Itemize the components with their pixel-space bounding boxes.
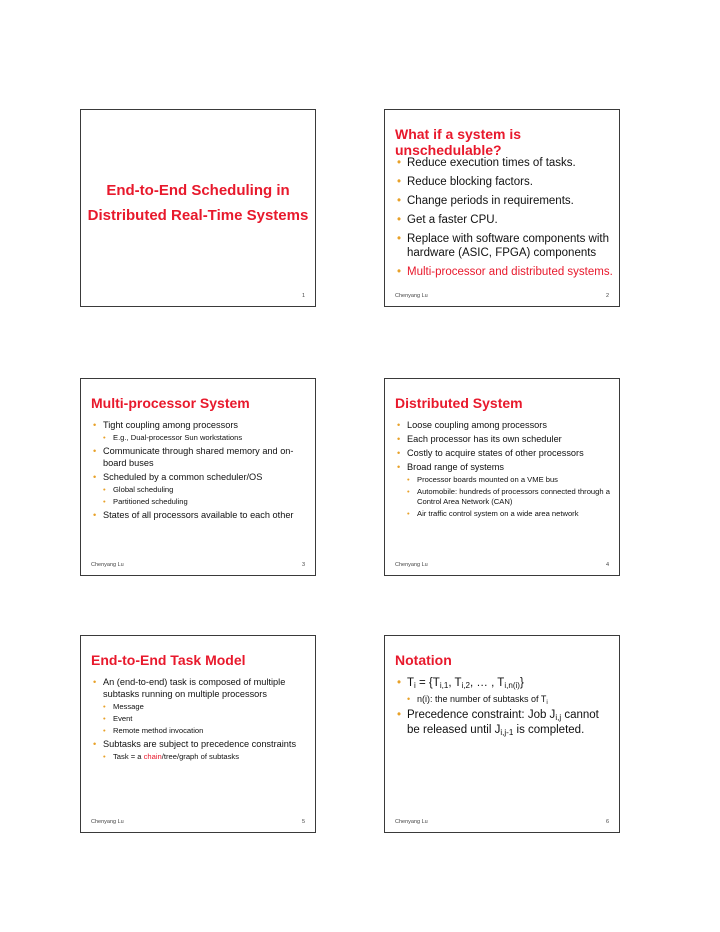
slide-title: What if a system is unschedulable? [395,126,522,158]
sub-bullet-item: • E.g., Dual-processor Sun workstations [93,433,309,443]
bullet-list [93,676,309,764]
slide-number: 4 [605,562,609,568]
sub-bullet-item: • n(i): the number of subtasks of $T_i$ [397,693,613,705]
slide-title: End-to-End Task Model [91,652,246,668]
bullet-item: • Each processor has its own scheduler [397,433,613,445]
bullet-list [93,419,309,523]
slide-5 [80,635,316,833]
slide-title: Multi-processor System [91,395,250,411]
bullet-item: • Broad range of systems [397,461,613,473]
slide-number: 2 [605,293,609,299]
slide-author: Chenyang Lu [395,293,428,299]
slide-number: 5 [301,819,305,825]
slide-author: Chenyang Lu [91,562,124,568]
sub-bullet-item: • Event [93,714,309,724]
slide-title: Distributed System [395,395,523,411]
bullet-item: • $T_i = \{T_{i,1}$, $T_{i,2}$, … , $T_{i,n(i)}$} [397,676,613,691]
bullet-item: • An (end-to-end) task is composed of multiple subtasks running on multiple processors [93,676,309,700]
slide-2 [384,109,620,307]
sub-bullet-item: • Message [93,702,309,712]
bullet-item: • Get a faster CPU. [397,213,613,227]
slide-1 [80,109,316,307]
sub-bullet-item: • Global scheduling [93,485,309,495]
bullet-item: • Change periods in requirements. [397,194,613,208]
sub-bullet-item: • Partitioned scheduling [93,497,309,507]
slide-number: 6 [605,819,609,825]
sub-bullet-item: • Automobile: hundreds of processors connected through a Control Area Network (CAN) [397,487,613,507]
slide-title: End-to-End Scheduling in Distributed Real-Time Systems [87,182,309,224]
bullet-item: • Costly to acquire states of other processors [397,447,613,459]
bullet-item: • Replace with software components with hardware (ASIC, FPGA) components [397,232,613,260]
bullet-item: • Multi-processor and distributed systems. [397,265,613,279]
bullet-item: • Tight coupling among processors [93,419,309,431]
bullet-item: • States of all processors available to each other [93,509,309,521]
slide-6 [384,635,620,833]
bullet-list [397,676,613,738]
bullet-item: • Communicate through shared memory and on-board buses [93,445,309,469]
bullet-item: • Reduce blocking factors. [397,175,613,189]
slide-author: Chenyang Lu [395,819,428,825]
bullet-item: • Reduce execution times of tasks. [397,156,613,170]
slide-3 [80,378,316,576]
slide-number: 3 [301,562,305,568]
sub-bullet-item: • Task = a chain/tree/graph of subtasks [93,752,309,762]
bullet-item: • Loose coupling among processors [397,419,613,431]
sub-bullet-item: • Air traffic control system on a wide area network [397,509,613,519]
bullet-list [397,156,613,284]
bullet-item: • Subtasks are subject to precedence constraints [93,738,309,750]
slide-number: 1 [301,293,305,299]
bullet-item: • Scheduled by a common scheduler/OS [93,471,309,483]
slide-title: Notation [395,652,452,668]
sub-bullet-item: • Remote method invocation [93,726,309,736]
slide-4 [384,378,620,576]
slide-author: Chenyang Lu [91,819,124,825]
bullet-item: • Precedence constraint: Job $J_{i,j}$ cannot be released until $J_{i,j-1}$ is completed. [397,708,613,738]
sub-bullet-item: • Processor boards mounted on a VME bus [397,475,613,485]
slide-author: Chenyang Lu [395,562,428,568]
bullet-list [397,419,613,521]
